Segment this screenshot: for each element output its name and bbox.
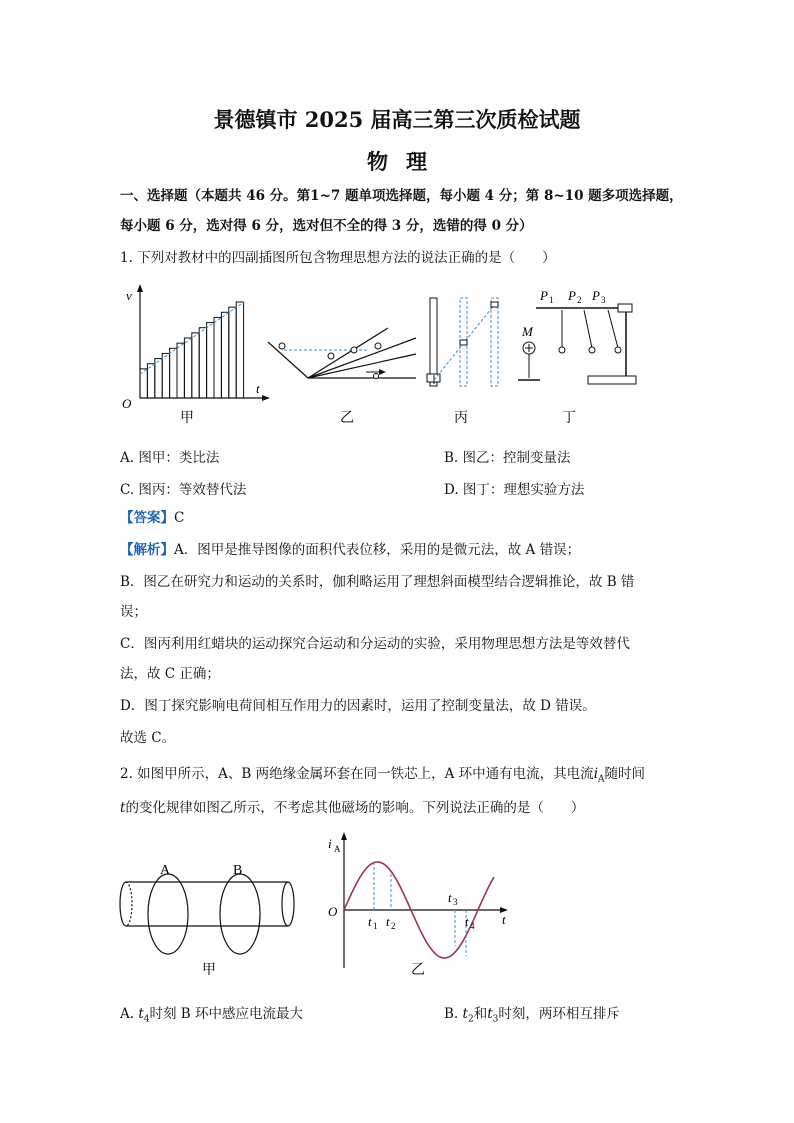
vt-strip-bar [214, 317, 221, 398]
label-P1: P [540, 288, 548, 303]
label-t2-sub: 2 [391, 921, 396, 931]
q2-stem-sub: A [598, 774, 605, 785]
origin-label-2: O [328, 904, 338, 919]
vt-strip-bar [177, 343, 184, 398]
label-ring-b: B [233, 863, 243, 878]
axis-label-iA: i [328, 836, 332, 851]
page-title: 景德镇市 2025 届高三第三次质检试题 [213, 107, 581, 132]
label-P2-sub: 2 [577, 295, 582, 305]
figure-ding-pendulums [518, 288, 636, 426]
label-P3: P [592, 288, 600, 303]
label-t4: t [465, 914, 469, 929]
section-heading-line2: 每小题 6 分，选对得 6 分，选对但不全的得 3 分，选错的得 0 分） [120, 218, 533, 234]
q1-analysis-line2: B．图乙在研究力和运动的关系时，伽利略运用了理想斜面模型结合逻辑推论，故 B 错 [120, 574, 635, 590]
label-t3-sub: 3 [453, 897, 458, 907]
axis-label-t: t [256, 381, 260, 396]
answer-tag: 【答案】 [120, 510, 174, 526]
q1-conclusion: 故选 C。 [120, 730, 176, 746]
q2-opt-b-t2: t [487, 1006, 493, 1022]
vt-strip-bar [184, 338, 191, 398]
origin-label: O [122, 396, 132, 411]
q2-opt-b-text: 时刻，两环相互排斥 [498, 1006, 620, 1022]
label-M: M [522, 324, 533, 339]
axis-label-v: v [126, 288, 132, 303]
q2-opt-b-t1: t [462, 1006, 468, 1022]
vt-strip-bar [155, 359, 162, 398]
q2-opt-b-prefix: B. [444, 1006, 463, 1022]
q1-option-c: C. 图丙：等效替代法 [120, 482, 247, 498]
q2-opt-b-sub1: 2 [467, 1014, 474, 1025]
q1-figure [118, 280, 658, 430]
q1-option-b: B. 图乙：控制变量法 [444, 450, 571, 466]
section-heading-line1: 一、选择题（本题共 46 分。第1~7 题单项选择题，每小题 4 分；第 8~10 题多项选择题， [120, 188, 683, 204]
vt-strip-bar [236, 302, 243, 398]
figure-bing-tubes [427, 298, 498, 426]
q1-analysis-line6: D．图丁探究影响电荷间相互作用力的因素时，运用了控制变量法，故 D 错误。 [120, 698, 596, 714]
q1-analysis-line3: 误； [120, 604, 147, 620]
q2-opt-a-text: 时刻 B 环中感应电流最大 [149, 1006, 304, 1022]
q2-stem-text-c: 的变化规律如图乙所示，不考虑其他磁场的影响。下列说法正确的是（ ） [125, 800, 585, 816]
q2-stem-line1 [120, 764, 645, 790]
caption-yi: 乙 [340, 411, 354, 426]
subject-title: 物理 [367, 149, 445, 174]
q1-answer-line [120, 508, 184, 528]
caption-jia-2: 甲 [202, 963, 216, 978]
q2-stem-line2 [120, 798, 584, 818]
q2-opt-a-sub: 4 [143, 1014, 150, 1025]
analysis-tag: 【解析】 [120, 542, 174, 558]
q2-opt-b-mid: 和 [473, 1006, 488, 1022]
vt-strip-bar [229, 307, 236, 398]
label-P2: P [568, 288, 576, 303]
label-t1-sub: 1 [373, 921, 378, 931]
label-t4-sub: 4 [470, 921, 475, 931]
vt-strip-bar [221, 312, 228, 398]
figure-jia-vt-graph [122, 284, 270, 426]
vt-strip-bar [147, 364, 154, 398]
label-P1-sub: 1 [549, 295, 554, 305]
vt-strip-bar [170, 348, 177, 398]
figure-yi-inclines [268, 328, 416, 426]
answer-value: C [174, 510, 185, 526]
q2-stem-text-b: 随时间 [604, 766, 646, 782]
caption-bing: 丙 [454, 411, 468, 426]
axis-label-t-2: t [502, 912, 506, 927]
q2-stem-i: i [593, 766, 599, 782]
q2-figure [118, 828, 518, 984]
vt-strip-bar [199, 328, 206, 398]
label-ring-a: A [160, 863, 171, 878]
q2-opt-b-sub2: 3 [492, 1014, 499, 1025]
q2-opt-a-prefix: A. [120, 1006, 139, 1022]
q1-analysis-line4: C．图丙利用红蜡块的运动探究合运动和分运动的实验，采用物理思想方法是等效替代 [120, 636, 630, 652]
q1-analysis-line5: 法，故 C 正确； [120, 666, 220, 682]
vt-strip-bar [192, 333, 199, 398]
q2-option-a [120, 1002, 303, 1025]
caption-ding: 丁 [562, 411, 576, 426]
axis-label-iA-sub: A [334, 844, 341, 854]
figure-jia-iron-core [120, 863, 294, 978]
label-t3: t [448, 890, 452, 905]
label-P3-sub: 3 [601, 295, 606, 305]
q1-option-d: D. 图丁：理想实验方法 [444, 482, 585, 498]
caption-jia: 甲 [180, 411, 194, 426]
q2-stem-text-a: 2. 如图甲所示，A、B 两绝缘金属环套在同一铁芯上，A 环中通有电流，其电流 [120, 766, 594, 782]
vt-strip-bar [207, 323, 214, 398]
label-t1: t [368, 914, 372, 929]
vt-strip-bar [162, 353, 169, 398]
q2-opt-a-t: t [138, 1006, 144, 1022]
analysis-text-1: A．图甲是推导图像的面积代表位移，采用的是微元法，故 A 错误； [174, 542, 581, 558]
q2-option-b [444, 1002, 620, 1025]
caption-yi-2: 乙 [411, 963, 425, 978]
ring-b [220, 874, 260, 954]
q1-analysis-line1 [120, 540, 580, 560]
q1-stem: 1. 下列对教材中的四副插图所包含物理思想方法的说法正确的是（ ） [120, 250, 556, 266]
label-t2: t [386, 914, 390, 929]
q1-option-a: A. 图甲：类比法 [120, 450, 220, 466]
figure-yi-current-graph [328, 832, 508, 978]
ring-a [148, 874, 188, 954]
q2-stem-t: t [120, 800, 126, 816]
